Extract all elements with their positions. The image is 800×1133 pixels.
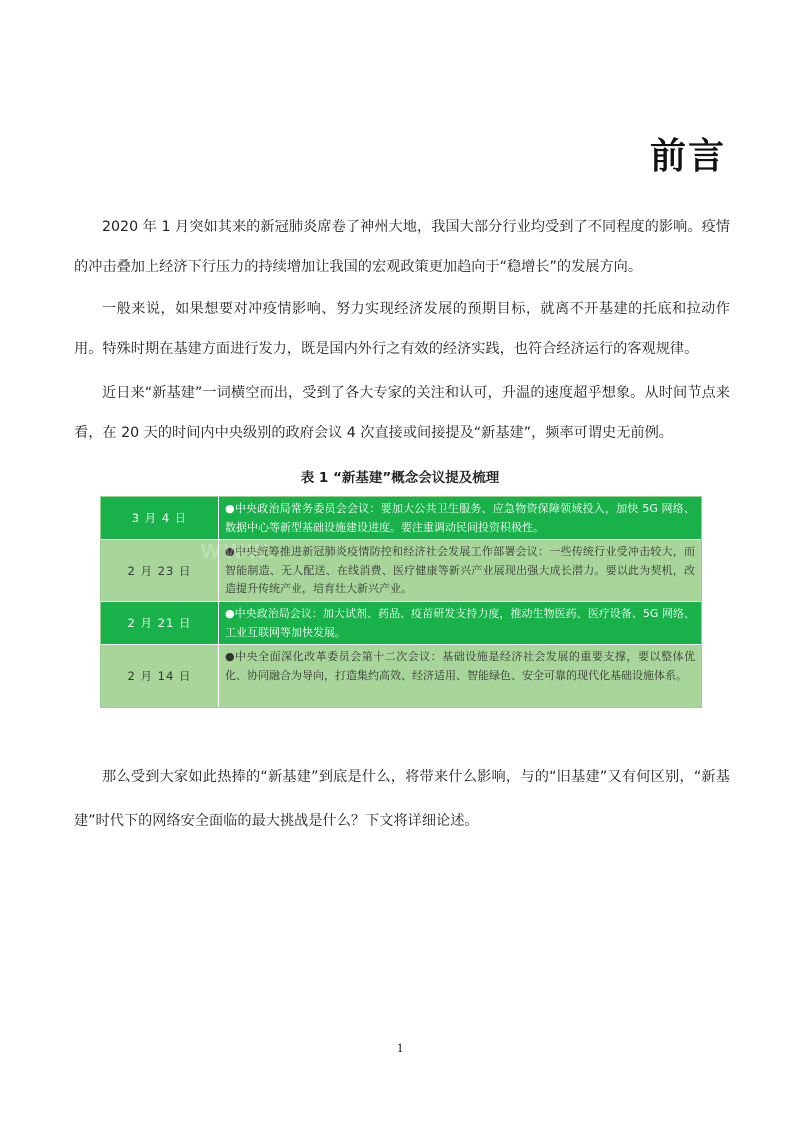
row-text: ●中央统筹推进新冠肺炎疫情防控和经济社会发展工作部署会议：一些传统行业受冲击较大，而智能制造、无人配送、在线消费、医疗健康等新兴产业展现出强大成长潜力。要以此为契机，改造提升传统产业，培育壮大新兴产业。 [225,545,695,595]
paragraph-intro: 2020 年 1 月突如其来的新冠肺炎席卷了神州大地，我国大部分行业均受到了不同程度的影响。疫情的冲击叠加上经济下行压力的持续增加让我国的宏观政策更加趋向于“稳增长”的发展方向。 [74,219,730,275]
table-row [101,540,701,602]
meeting-table [100,496,702,708]
paragraph-new-infrastructure: 近日来“新基建”一词横空而出，受到了各大专家的关注和认可，升温的速度超乎想象。从时间节点来看，在 20 天的时间内中央级别的政府会议 4 次直接或间接提及“新基建”，频率可谓史无前例。 [74,385,730,441]
paragraph-infrastructure: 一般来说，如果想要对冲疫情影响、努力实现经济发展的预期目标，就离不开基建的托底和拉动作用。特殊时期在基建方面进行发力，既是国内外行之有效的经济实践，也符合经济运行的客观规律。 [74,301,730,357]
row-date: 2 月 14 日 [101,645,219,707]
row-text: ●中央政治局常务委员会会议：要加大公共卫生服务、应急物资保障领域投入，加快 5G 网络、数据中心等新型基础设施建设进度。要注重调动民间投资积极性。 [225,502,695,534]
table-row [101,497,701,540]
row-text: ●中央政治局会议：加大试剂、药品、疫苗研发支持力度，推动生物医药、医疗设备、5G 网络、工业互联网等加快发展。 [225,607,695,639]
page-number: 1 [396,1040,404,1055]
watermark: www. [200,535,278,565]
paragraph-closing: 那么受到大家如此热捧的“新基建”到底是什么，将带来什么影响，与的“旧基建”又有何区别，“新基建”时代下的网络安全面临的最大挑战是什么？下文将详细论述。 [74,769,730,829]
table-row [101,602,701,645]
table-caption: 表 1 “新基建”概念会议提及梳理 [300,470,500,486]
row-date: 2 月 23 日 [101,540,219,601]
table-row [101,645,701,707]
row-date: 2 月 21 日 [101,602,219,644]
page-title: 前言 [649,136,726,177]
row-text: ●中央全面深化改革委员会第十二次会议：基础设施是经济社会发展的重要支撑，要以整体优化、协同融合为导向，打造集约高效、经济适用、智能绿色、安全可靠的现代化基础设施体系。 [225,650,695,682]
row-date: 3 月 4 日 [101,497,219,539]
